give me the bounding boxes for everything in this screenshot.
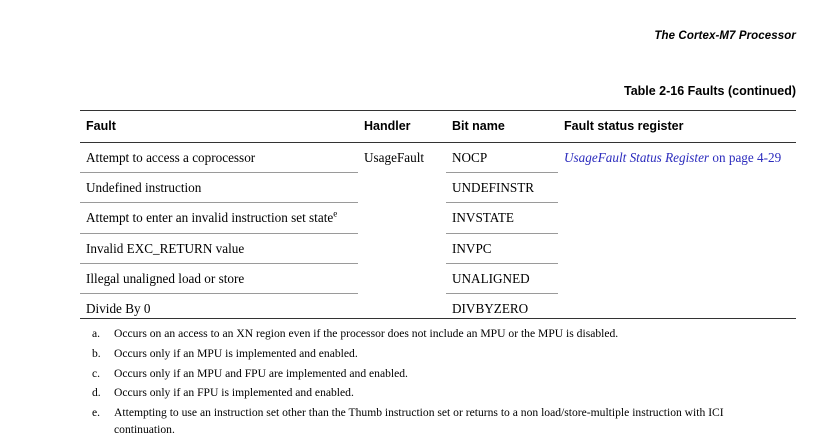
- fsr-link-page: on page 4-29: [709, 150, 782, 165]
- footnote-text: Occurs only if an FPU is implemented and enabled.: [114, 386, 354, 400]
- cell-bit-name: INVPC: [446, 233, 558, 263]
- column-header-fault: Fault: [80, 111, 358, 143]
- footnote-text: Occurs only if an MPU is implemented and enabled.: [114, 346, 358, 360]
- footnote-text: Attempting to use an instruction set other than the Thumb instruction set or returns to a non load/store-multiple instruction with ICI: [114, 406, 724, 420]
- table-row: [80, 173, 796, 203]
- footnote-label: c.: [92, 366, 101, 380]
- cell-fault-status-register: [558, 263, 796, 293]
- cell-fault-status-register: [558, 233, 796, 263]
- footnote-marker-e[interactable]: e: [333, 208, 338, 219]
- footnote-text: Occurs only if an MPU and FPU are implemented and enabled.: [114, 366, 408, 380]
- footnote-item: [92, 405, 798, 420]
- cell-fault: Invalid EXC_RETURN value: [80, 233, 358, 263]
- cell-bit-name: INVSTATE: [446, 203, 558, 233]
- fault-status-register-link[interactable]: [564, 150, 781, 165]
- cell-handler: UsageFault: [364, 150, 425, 165]
- cell-handler: [358, 203, 446, 233]
- faults-table: [80, 110, 796, 323]
- cell-fault-status-register: [558, 173, 796, 203]
- cell-handler: [358, 173, 446, 203]
- footnote-item: [92, 385, 798, 400]
- footnote-label: b.: [92, 346, 101, 360]
- cell-fault-status-register: [558, 143, 796, 173]
- table-caption: Table 2-16 Faults (continued): [623, 84, 796, 98]
- cell-bit-name: UNDEFINSTR: [446, 173, 558, 203]
- cell-fault: Divide By 0: [86, 300, 151, 316]
- footnotes: [92, 326, 798, 437]
- footnote-item: [92, 366, 798, 381]
- cell-bit-name: DIVBYZERO: [452, 300, 529, 316]
- faults-table-wrapper: [80, 110, 796, 323]
- column-header-bit-name: Bit name: [446, 111, 558, 143]
- column-header-fault-status-register: Fault status register: [558, 111, 796, 143]
- cell-fault: Illegal unaligned load or store: [80, 263, 358, 293]
- table-row: [80, 233, 796, 263]
- footnote-label: d.: [92, 386, 101, 400]
- cell-fault-status-register: [558, 203, 796, 233]
- cell-handler: [358, 233, 446, 263]
- table-header-row: [80, 111, 796, 143]
- footnote-item: [92, 326, 798, 341]
- cell-bit-name: UNALIGNED: [446, 263, 558, 293]
- cell-fault: [80, 203, 358, 233]
- table-row: [80, 143, 796, 173]
- footnote-continuation: continuation.: [114, 422, 175, 436]
- footnote-text: Occurs on an access to an XN region even if the processor does not include an MPU or the MPU is disabled.: [114, 327, 619, 340]
- table-row: [80, 203, 796, 233]
- column-header-handler: Handler: [358, 111, 446, 143]
- table-bottom-rule: [80, 318, 796, 319]
- table-row: [80, 263, 796, 293]
- fsr-link-title: UsageFault Status Register: [564, 150, 710, 165]
- cell-handler: [358, 263, 446, 293]
- footnote-item: [92, 346, 798, 361]
- cell-fault-text: Attempt to enter an invalid instruction set state: [86, 210, 334, 226]
- footnote-label: e.: [92, 406, 101, 420]
- cell-fault: Undefined instruction: [80, 173, 358, 203]
- cell-bit-name: NOCP: [446, 143, 558, 173]
- cell-fault: Attempt to access a coprocessor: [80, 143, 358, 173]
- footnote-label: a.: [92, 327, 101, 340]
- running-head: The Cortex-M7 Processor: [654, 30, 796, 42]
